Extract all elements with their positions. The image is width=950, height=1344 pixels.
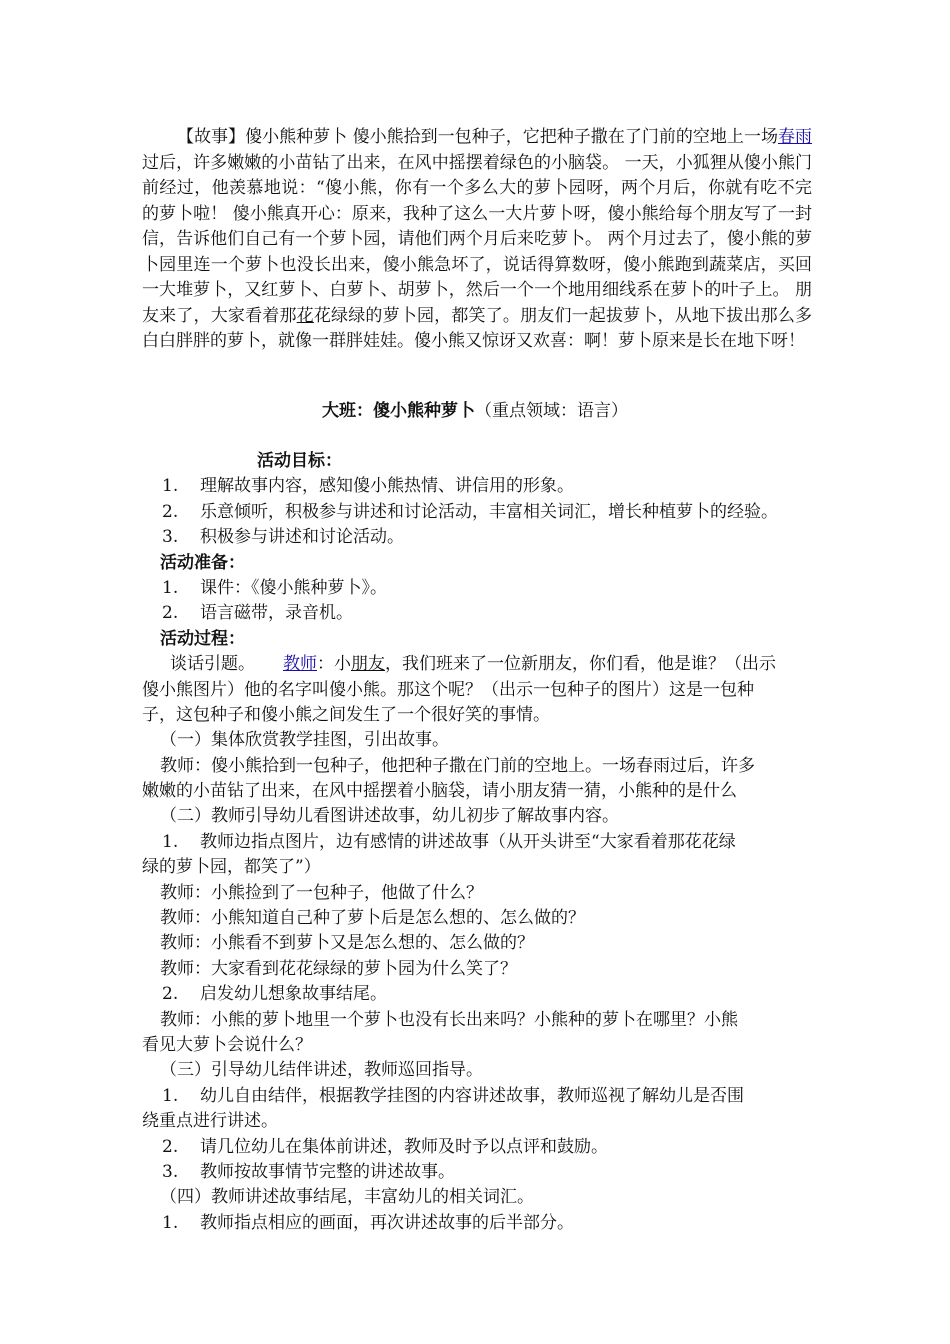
section-1-text: 教师：傻小熊拾到一包种子，他把种子撒在门前的空地上。一场春雨过后，许多	[160, 755, 755, 776]
story-text-2: 过后，许多嫩嫩的小苗钻了出来，在风中摇摆着绿色的小脑袋。 一天，小狐狸从傻小熊门前经过，他羡慕地说：“傻小熊，你有一个多么大的萝卜园呀，两个月后，你就有吃不完的萝卜啦！ 傻小熊真开心：原来，我种了这么一大片萝卜呀，傻小熊给每个朋友写了一封信，告诉他们自己有一个萝卜园，请他们两个月后来吃萝卜。 两个月过去了，傻小熊的萝卜园里连一个萝卜也没长出来，傻小熊急坏了，说话得算数呀，傻小熊跑到蔬菜店，买回一大堆萝卜，又红萝卜、白萝卜、胡萝卜，然后一个一个地用细线系在萝卜的叶子上。 朋友来了，大家看着那	[142, 152, 812, 326]
prep-heading: 活动准备：	[160, 552, 245, 573]
story-label: 【故事】	[177, 127, 246, 147]
story-text-1: 傻小熊种萝卜 傻小熊拾到一包种子，它把种子撒在了门前的空地上一场	[245, 127, 778, 147]
link-chunyu[interactable]: 春雨	[777, 127, 812, 147]
goal-item: 2. 乐意倾听，积极参与讲述和讨论活动，丰富相关词汇，增长种植萝卜的经验。	[162, 501, 778, 522]
section-3-item: 3. 教师按故事情节完整的讲述故事。	[162, 1161, 455, 1182]
prep-item: 2. 语言磁带，录音机。	[162, 603, 353, 624]
link-pengyou[interactable]: 朋友	[351, 654, 385, 675]
process-intro: 谈话引题。 教师：小朋友，我们班来了一位新朋友，你们看，他是谁？（出示	[170, 654, 776, 675]
section-3-item: 2. 请几位幼儿在集体前讲述，教师及时予以点评和鼓励。	[162, 1136, 608, 1157]
section-1-text: 嫩嫩的小苗钻了出来，在风中摇摆着小脑袋，请小朋友猜一猜，小熊种的是什么	[142, 781, 737, 802]
question-cont: 看见大萝卜会说什么？	[142, 1034, 312, 1055]
question: 教师：小熊知道自己种了萝卜后是怎么想的、怎么做的？	[160, 908, 585, 929]
goal-item: 3. 积极参与讲述和讨论活动。	[162, 527, 404, 548]
section-2: （二）教师引导幼儿看图讲述故事，幼儿初步了解故事内容。	[160, 806, 619, 827]
question: 教师：大家看到花花绿绿的萝卜园为什么笑了？	[160, 958, 517, 979]
process-heading: 活动过程：	[160, 628, 245, 649]
goals-heading: 活动目标：	[257, 451, 342, 471]
section-4: （四）教师讲述故事结尾，丰富幼儿的相关词汇。	[160, 1187, 534, 1208]
story-text-3: 花绿绿的萝卜园，都笑了。朋友们一起拔萝卜，从地下拔出那么多白白胖胖的萝卜，就像一群胖娃娃。傻小熊又惊讶又欢喜：啊！萝卜原来是长在地下呀！	[142, 305, 813, 351]
link-jiaoshi[interactable]: 教师	[283, 654, 317, 675]
section-2-item: 1. 教师边指点图片，边有感情的讲述故事（从开头讲至“大家看着那花花绿	[162, 831, 736, 852]
story-paragraph	[142, 125, 812, 355]
section-1: （一）集体欣赏教学挂图，引出故事。	[160, 730, 449, 751]
link-hua[interactable]: 花	[296, 305, 314, 326]
prep-item: 1. 课件：《傻小熊种萝卜》。	[162, 577, 387, 598]
process-intro-line: 子，这包种子和傻小熊之间发生了一个很好笑的事情。	[142, 704, 550, 725]
section-4-item: 1. 教师指点相应的画面，再次讲述故事的后半部分。	[162, 1212, 574, 1233]
lesson-body	[142, 449, 822, 1236]
section-2-item-cont: 绿的萝卜园，都笑了”）	[142, 857, 321, 878]
question: 教师：小熊看不到萝卜又是怎么想的、怎么做的？	[160, 933, 534, 954]
process-intro-line: 傻小熊图片）他的名字叫傻小熊。那这个呢？（出示一包种子的图片）这是一包种	[142, 679, 754, 700]
section-3: （三）引导幼儿结伴讲述，教师巡回指导。	[160, 1060, 483, 1081]
goal-item: 1. 理解故事内容，感知傻小熊热情、讲信用的形象。	[162, 476, 574, 497]
question: 教师：小熊的萝卜地里一个萝卜也没有长出来吗？小熊种的萝卜在哪里？小熊	[160, 1009, 738, 1030]
section-3-item-cont: 绕重点进行讲述。	[142, 1111, 278, 1132]
lesson-title-main: 大班：傻小熊种萝卜	[322, 401, 475, 421]
section-2-item: 2. 启发幼儿想象故事结尾。	[162, 984, 387, 1005]
lesson-title-sub: （重点领域：语言）	[475, 401, 628, 421]
section-3-item: 1. 幼儿自由结伴，根据教学挂图的内容讲述故事，教师巡视了解幼儿是否围	[162, 1085, 744, 1106]
lesson-title	[0, 398, 950, 424]
question: 教师：小熊捡到了一包种子，他做了什么？	[160, 882, 483, 903]
